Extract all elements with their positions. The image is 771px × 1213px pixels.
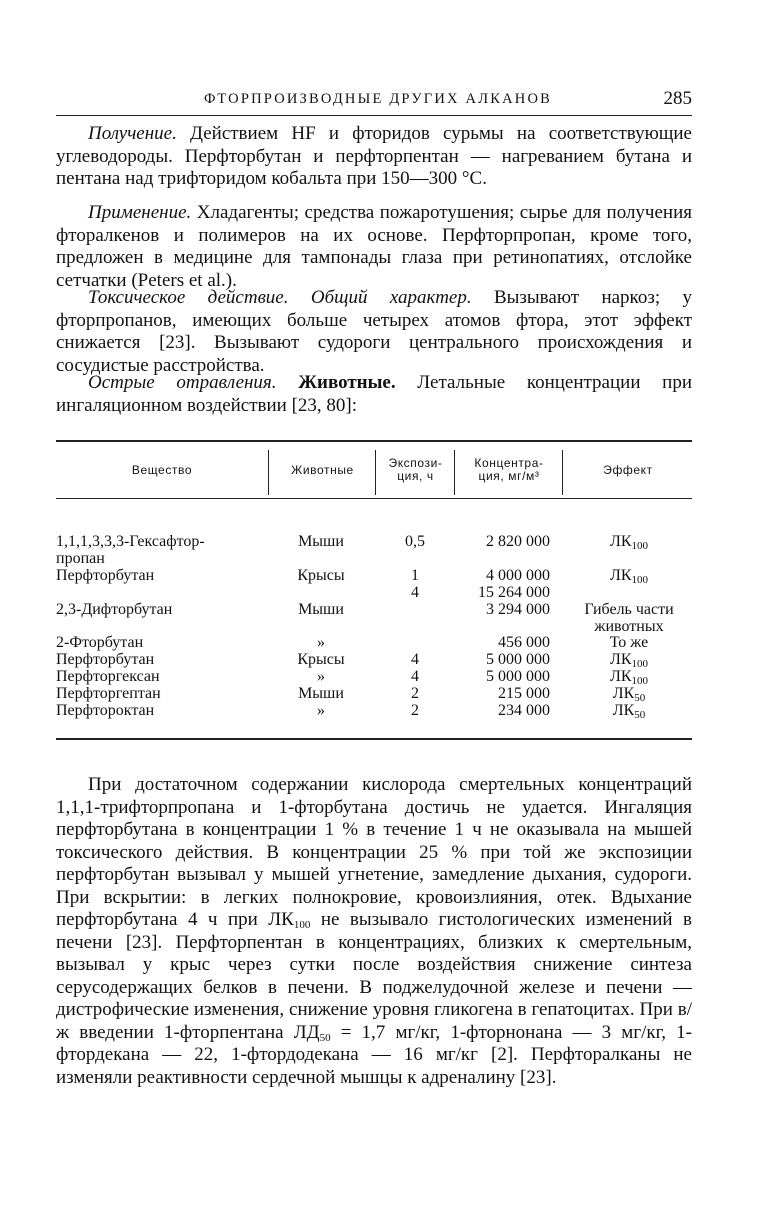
header-effect: Эффект: [603, 463, 653, 477]
table-row-effect: $ЛК_{100}$: [609, 651, 649, 670]
running-header-title: ФТОРПРОИЗВОДНЫЕ ДРУГИХ АЛКАНОВ: [204, 91, 552, 107]
header-substance: Вещество: [131, 463, 193, 477]
table-row-exposure: 2: [411, 685, 419, 702]
column-divider: [268, 450, 269, 495]
section-text: Вызывают наркоз; у фторпропанов, имеющих больше четырех атомов фтора, этот эффект снижается [23]. Вызывают судороги центрального происхождения и сосудистые расстройства.: [56, 287, 692, 376]
table-header-rule: [56, 498, 692, 499]
table-row-exposure: 0,5: [405, 533, 425, 550]
table-row-effect: $ЛК_{100}$: [609, 668, 649, 687]
table-row-animal: Мыши: [298, 533, 344, 550]
table-row-substance: 1,1,1,3,3,3-Гексафтор- пропан: [56, 533, 205, 567]
section-text: Действием HF и фторидов сурьмы на соответствующие углеводороды. Перфторбутан и перфторпентан — нагреванием бутана и пентана над трифторидом кобальта при 150—300 °С.: [56, 123, 692, 189]
section-preparation: [56, 123, 692, 191]
section-application: [56, 202, 692, 292]
table-row-effect: $ЛК_{100}$: [609, 567, 649, 586]
table-row-concentration: 5 000 000: [486, 651, 550, 668]
section-label: Острые отравления.: [88, 372, 277, 393]
table-row-animal: »: [317, 634, 325, 651]
section-acute-poisoning: [56, 372, 692, 417]
header-animals: Животные: [291, 463, 354, 477]
table-row-animal: Мыши: [298, 601, 344, 618]
table-row-exposure: 4: [411, 668, 419, 685]
section-bold-label: Животные.: [276, 372, 396, 393]
table-row-concentration: 4 000 000 15 264 000: [478, 567, 550, 601]
header-concentration: Концентра- ция, мг/м³: [474, 456, 544, 483]
table-row-concentration: 3 294 000: [486, 601, 550, 618]
table-row-substance: Перфторбутан: [56, 651, 155, 668]
body-paragraph: При достаточном содержании кислорода смертельных концентраций 1,1,1-трифторпропана и 1-фторбутана достичь не удается. Ингаляция перфторбутана в концентрации 1 % в течение 1 ч не оказывала на мышей токсического действия. В концентрации 25 % при той же экспозиции перфторбутан вызывал у мышей угнетение, замедление дыхания, судороги. При вскрытии: в легких полнокровие, кровоизлияния, отек. Вдыхание перфторбутана 4 ч при $ЛК_{100}$ не вызывало гистологических изменений в печени [23]. Перфторпентан в концентрациях, близких к смертельным, вызывал у крыс через сутки после воздействия снижение синтеза серусодержащих белков в печени. В поджелудочной железе и печени — дистрофические изменения, снижение уровня гликогена в гепатоцитах. При в/ж введении 1-фторпентана $ЛД_{50} = 1,7$ мг/кг, 1-фторнонана — 3 мг/кг, 1-фтордекана — 22, 1-фтордодекана — 16 мг/кг [2]. Перфторалканы не изменяли реактивности сердечной мышцы к адреналину [23].: [56, 774, 693, 1088]
table-row-exposure: 2: [411, 702, 419, 719]
table-bottom-rule: [56, 738, 692, 740]
column-divider: [562, 450, 563, 495]
table-top-rule: [56, 440, 692, 442]
table-row-exposure: 4: [411, 651, 419, 668]
section-label: Применение.: [88, 202, 192, 223]
section-toxic-action: [56, 287, 692, 377]
table-row-effect: $ЛК_{100}$: [609, 533, 649, 552]
header-exposure: Экспози- ция, ч: [388, 456, 443, 483]
table-row-animal: »: [317, 668, 325, 685]
table-row-concentration: 215 000: [498, 685, 550, 702]
section-label: Получение.: [88, 123, 177, 144]
table-row-concentration: 456 000: [498, 634, 550, 651]
column-divider: [454, 450, 455, 495]
table-row-substance: 2,3-Дифторбутан: [56, 601, 173, 618]
section-text: Хладагенты; средства пожаротушения; сырье для получения фторалкенов и полимеров на их основе. Перфторпропан, кроме того, предложен в медицине для тампонады глаза при ретинопатиях, отслойке сетчатки (Peters et al.).: [56, 202, 692, 291]
table-row-exposure: 1 4: [411, 567, 419, 601]
table-row-effect: $ЛК_{50}$: [612, 685, 646, 704]
table-row-substance: Перфторгептан: [56, 685, 161, 702]
table-row-substance: 2-Фторбутан: [56, 634, 144, 651]
table-row-concentration: 234 000: [498, 702, 550, 719]
running-header: [56, 88, 692, 116]
table-row-concentration: 5 000 000: [486, 668, 550, 685]
column-divider: [375, 450, 376, 495]
table-row-concentration: 2 820 000: [486, 533, 550, 550]
table-row-substance: Перфтороктан: [56, 702, 155, 719]
table-row-animal: Мыши: [298, 685, 344, 702]
table-row-effect: То же: [609, 634, 649, 651]
table-row-animal: »: [317, 702, 325, 719]
page-number: 285: [663, 88, 692, 109]
table-row-animal: Крысы: [297, 651, 345, 668]
table-row-substance: Перфторгексан: [56, 668, 160, 685]
section-label: Токсическое действие. Общий характер.: [88, 287, 472, 308]
table-row-effect: $ЛК_{50}$: [612, 702, 646, 721]
section-text: Летальные концентрации при ингаляционном воздействии [23, 80]:: [56, 372, 692, 416]
table-row-animal: Крысы: [297, 567, 345, 584]
table-row-substance: Перфторбутан: [56, 567, 155, 584]
table-row-effect: Гибель части животных: [584, 601, 674, 635]
